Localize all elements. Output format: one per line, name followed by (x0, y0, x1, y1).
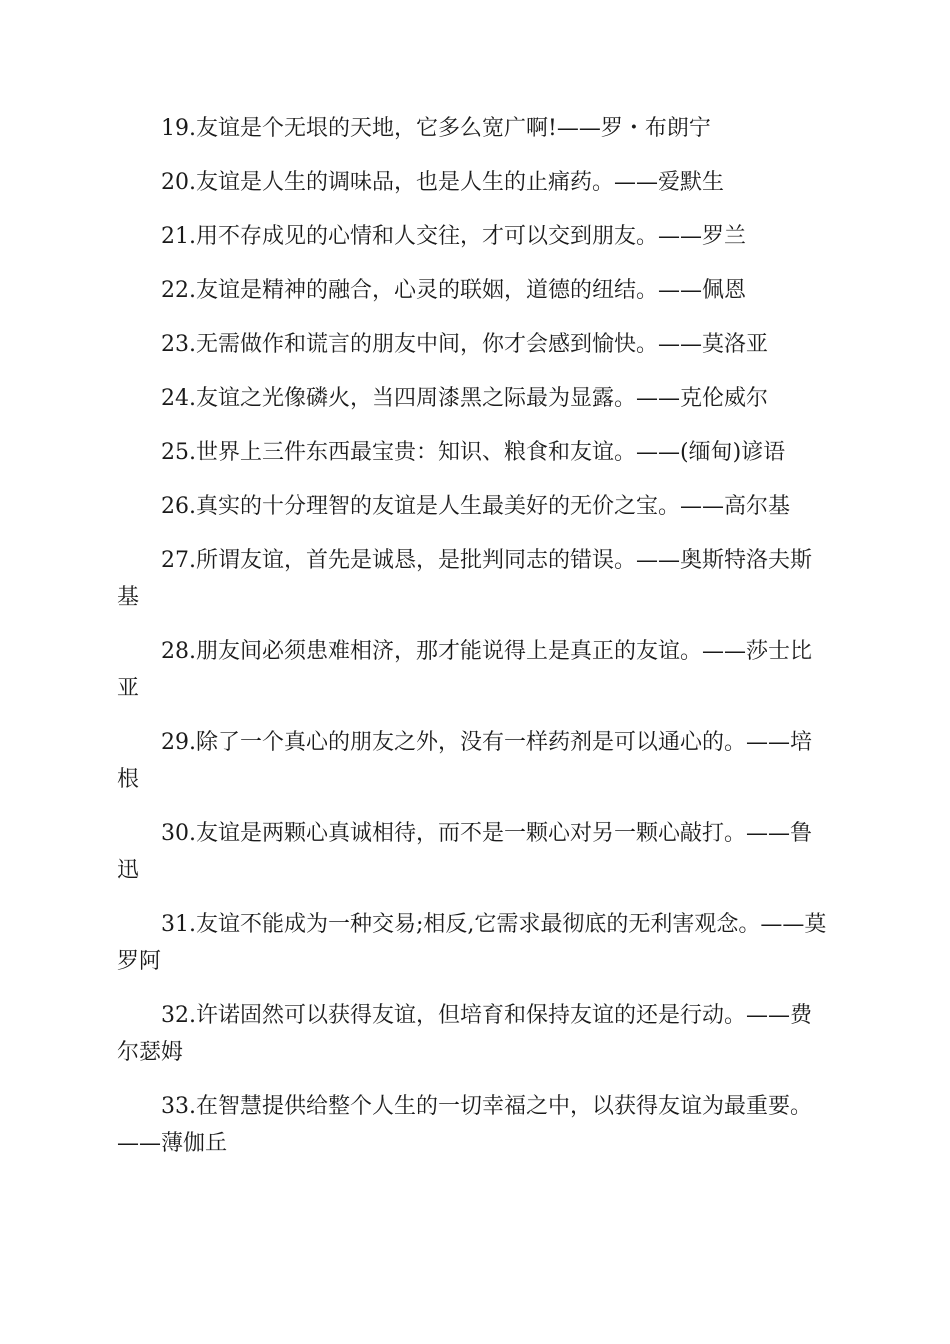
quote-item: 28.朋友间必须患难相济，那才能说得上是真正的友谊。——莎士比亚 (117, 639, 812, 701)
quote-item: 23.无需做作和谎言的朋友中间，你才会感到愉快。——莫洛亚 (161, 332, 768, 357)
quote-item: 19.友谊是个无垠的天地，它多么宽广啊!——罗・布朗宁 (161, 116, 711, 141)
quote-list (117, 110, 827, 1179)
quote-item: 20.友谊是人生的调味品，也是人生的止痛药。——爱默生 (161, 170, 724, 195)
quote-item: 30.友谊是两颗心真诚相待，而不是一颗心对另一颗心敲打。——鲁迅 (117, 821, 812, 883)
quote-item: 29.除了一个真心的朋友之外，没有一样药剂是可以通心的。——培根 (117, 730, 812, 792)
quote-item: 31.友谊不能成为一种交易;相反,它需求最彻底的无利害观念。——莫罗阿 (117, 912, 827, 974)
quote-item: 24.友谊之光像磷火，当四周漆黑之际最为显露。——克伦威尔 (161, 386, 768, 411)
quote-item: 25.世界上三件东西最宝贵：知识、粮食和友谊。——(缅甸)谚语 (161, 440, 786, 465)
quote-item: 27.所谓友谊，首先是诚恳，是批判同志的错误。——奥斯特洛夫斯基 (117, 548, 812, 610)
quote-item: 32.许诺固然可以获得友谊，但培育和保持友谊的还是行动。——费尔瑟姆 (117, 1003, 812, 1065)
quote-item: 26.真实的十分理智的友谊是人生最美好的无价之宝。——高尔基 (161, 494, 790, 519)
quote-item: 21.用不存成见的心情和人交往，才可以交到朋友。——罗兰 (161, 224, 746, 249)
quote-item: 22.友谊是精神的融合，心灵的联姻，道德的纽结。——佩恩 (161, 278, 746, 303)
quote-item: 33.在智慧提供给整个人生的一切幸福之中，以获得友谊为最重要。——薄伽丘 (117, 1094, 812, 1156)
